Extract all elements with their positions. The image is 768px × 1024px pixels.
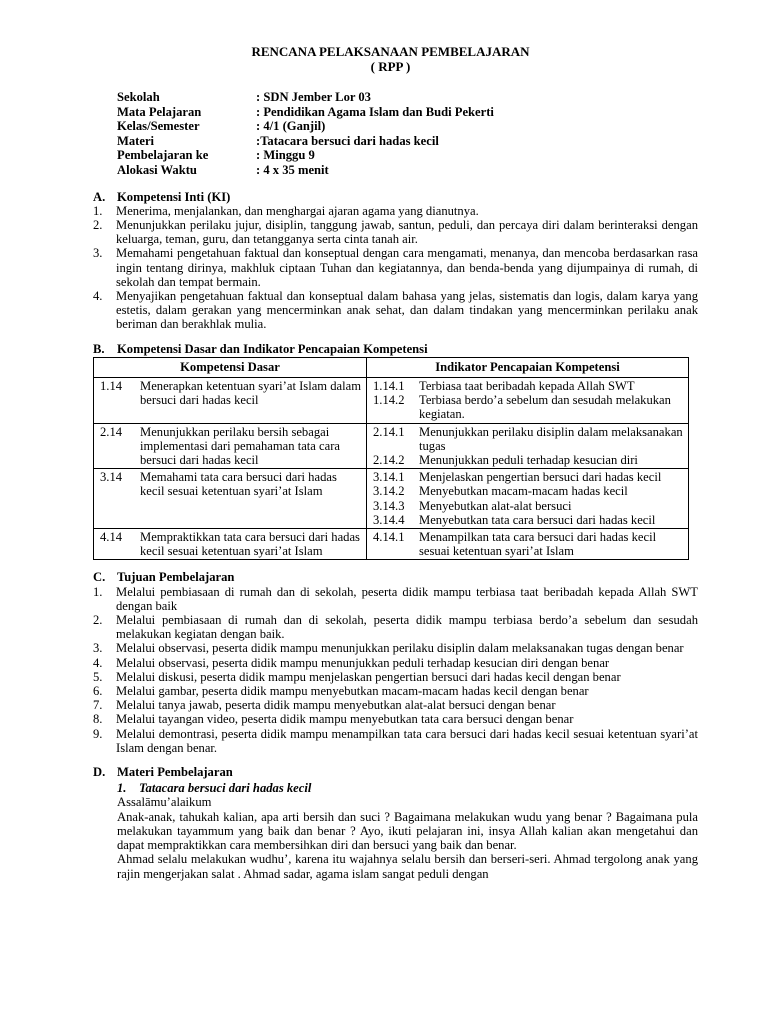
section-materi-pembelajaran [93,765,698,881]
identity-label: Materi [117,133,155,148]
identity-value: : 4/1 (Ganjil) [256,119,326,134]
indicator-code: 3.14.4 [373,512,405,527]
document-header [93,44,698,74]
list-number: 3. [93,641,103,656]
kd-entry [100,425,362,468]
identity-value: : Minggu 9 [256,148,315,163]
list-item [93,641,698,655]
kd-text: Memahami tata cara bersuci dari hadas kecil sesuai ketentuan syari’at Islam [140,470,337,499]
indicator-entry [373,393,684,421]
list-number: 1. [93,203,103,218]
indicator-text: Menunjukkan perilaku disiplin dalam melaksanakan tugas [419,424,683,453]
kd-cell [94,469,367,529]
list-number: 4. [93,288,103,303]
indicator-text: Menyebutkan macam-macam hadas kecil [419,484,628,499]
ki-list [93,204,698,332]
objective-list [93,585,698,755]
identity-label: Sekolah [117,90,160,104]
indicator-code: 3.14.2 [373,484,405,499]
kd-text: Menunjukkan perilaku bersih sebagai implementasi dari pemahaman tata cara bersuci dari hadas kecil [140,424,341,468]
indicator-entry [373,499,684,513]
kd-code: 1.14 [100,379,123,393]
list-number: 2. [93,613,103,628]
section-heading: B. Kompetensi Dasar dan Indikator Pencapaian Kompetensi [93,341,428,356]
list-item [93,218,698,246]
list-text: Melalui gambar, peserta didik mampu menyebutkan macam-macam hadas kecil dengan benar [116,684,589,699]
list-item [93,727,698,755]
table-row [94,378,689,424]
kd-cell [94,378,367,424]
identity-value: : Pendidikan Agama Islam dan Budi Pekerti [256,104,494,119]
table-row [94,469,689,529]
list-text: Melalui tanya jawab, peserta didik mampu menyebutkan alat-alat bersuci dengan benar [116,698,556,713]
kd-text: Menerapkan ketentuan syari’at Islam dalam bersuci dari hadas kecil [140,379,361,408]
kd-code: 4.14 [100,530,123,545]
list-number: 5. [93,669,103,684]
indicator-entry [373,513,684,527]
indicator-entry [373,530,684,558]
identity-row [117,119,494,134]
indicator-entry [373,453,684,467]
list-item [93,712,698,726]
document-title: RENCANA PELAKSANAAN PEMBELAJARAN [251,44,530,59]
column-header: Kompetensi Dasar [94,357,367,377]
kd-text: Mempraktikkan tata cara bersuci dari hadas kecil sesuai ketentuan syari’at Islam [140,530,360,559]
list-text: Melalui pembiasaan di rumah dan di sekolah, peserta didik mampu terbiasa berdo’a sebelum dan sesudah melakukan kegiatan dengan baik. [116,613,698,642]
kd-entry [100,470,362,498]
identity-row [117,105,494,120]
indicator-code: 3.14.3 [373,498,405,513]
indicator-code: 4.14.1 [373,530,405,545]
list-item [93,246,698,289]
list-number: 4. [93,655,103,670]
indicator-cell [367,529,689,560]
list-number: 6. [93,684,103,699]
list-number: 9. [93,726,103,741]
kd-entry [100,530,362,558]
material-subheading: 1. Tatacara bersuci dari hadas kecil [117,781,312,796]
kd-cell [94,423,367,469]
list-number: 7. [93,698,103,713]
identity-label: Pembelajaran ke [117,148,209,163]
indicator-entry [373,425,684,453]
list-text: Melalui pembiasaan di rumah dan di sekolah, peserta didik mampu terbiasa taat beribadah kepada Allah SWT dengan baik [116,584,698,613]
identity-label: Alokasi Waktu [117,162,197,177]
list-number: 8. [93,712,103,727]
list-item [93,684,698,698]
indicator-cell [367,469,689,529]
list-item [93,613,698,641]
material-paragraph: Anak-anak, tahukah kalian, apa arti bersih dan suci ? Bagaimana melakukan wudu yang benar ? Bagaimana pula melakukan tayammum yang baik dan benar ? Ayo, ikuti pelajaran ini, insya Allah kalian akan mengetahui dan dapat mempraktikkan cara membersihkan diri dan bersuci yang baik dan benar. [117,809,698,853]
identity-row [117,134,494,149]
indicator-entry [373,484,684,498]
list-number: 1. [93,584,103,599]
document-subtitle: ( RPP ) [370,59,411,74]
kd-indicator-table [93,357,689,561]
list-item [93,656,698,670]
list-item [93,585,698,613]
list-item [93,698,698,712]
material-paragraph: Assalāmu’alaikum [117,795,212,810]
list-number: 2. [93,217,103,232]
list-text: Melalui observasi, peserta didik mampu menunjukkan perilaku disiplin dalam melaksanakan tugas dengan benar [116,641,684,656]
kd-code: 2.14 [100,424,123,439]
indicator-text: Menyebutkan tata cara bersuci dari hadas kecil [419,512,656,527]
list-text: Melalui diskusi, peserta didik mampu menjelaskan pengertian bersuci dari hadas kecil dengan benar [116,669,621,684]
list-item [93,204,698,218]
list-item [93,670,698,684]
indicator-code: 3.14.1 [373,470,405,485]
list-text: Melalui demontrasi, peserta didik mampu menampilkan tata cara bersuci dari hadas kecil sesuai ketentuan syari’at Islam dengan benar. [116,726,698,755]
section-heading: C. Tujuan Pembelajaran [93,570,235,585]
list-text: Menerima, menjalankan, dan menghargai ajaran agama yang dianutnya. [116,203,479,218]
identity-value: :Tatacara bersuci dari hadas kecil [256,133,439,148]
indicator-cell [367,378,689,424]
kd-entry [100,379,362,407]
indicator-text: Menjelaskan pengertian bersuci dari hadas kecil [419,470,662,485]
list-text: Menyajikan pengetahuan faktual dan konseptual dalam bahasa yang jelas, sistematis dan logis, dalam karya yang estetis, dalam gerakan yang mencerminkan anak sehat, dan dalam tindakan yang mencerminkan perilaku anak beriman dan berakhlak mulia. [116,288,698,332]
indicator-text: Terbiasa taat beribadah kepada Allah SWT [419,379,635,393]
identity-value: : 4 x 35 menit [256,162,329,177]
table-row [94,423,689,469]
indicator-text: Menampilkan tata cara bersuci dari hadas kecil sesuai ketentuan syari’at Islam [419,530,657,559]
indicator-code: 2.14.2 [373,453,405,468]
list-text: Menunjukkan perilaku jujur, disiplin, tanggung jawab, santun, peduli, dan percaya diri dalam berinteraksi dengan keluarga, teman, guru, dan tetangganya serta cinta tanah air. [116,217,698,247]
identity-label: Kelas/Semester [117,119,200,134]
indicator-code: 1.14.2 [373,393,405,408]
section-kompetensi-dasar [93,342,698,561]
material-paragraph: Ahmad selalu melakukan wudhu’, karena itu wajahnya selalu bersih dan berseri-seri. Ahmad tergolong anak yang rajin mengerjakan salat . Ahmad sadar, agama islam sangat peduli dengan [117,852,698,881]
identity-table [117,90,494,178]
section-heading: D. Materi Pembelajaran [93,765,233,780]
indicator-entry [373,470,684,484]
section-kompetensi-inti [93,190,698,332]
indicator-code: 2.14.1 [373,424,405,439]
section-heading: A. Kompetensi Inti (KI) [93,189,231,204]
indicator-text: Terbiasa berdo’a sebelum dan sesudah melakukan kegiatan. [419,393,671,422]
column-header: Indikator Pencapaian Kompetensi [367,357,689,377]
indicator-cell [367,423,689,469]
list-text: Memahami pengetahuan faktual dan konseptual dengan cara mengamati, menanya, dan mencoba berdasarkan rasa ingin tentang dirinya, makhluk ciptaan Tuhan dan kegiatannya, dan benda-benda yang dijumpainya di rumah, di sekolah dan tempat bermain. [116,246,698,289]
identity-value: : SDN Jember Lor 03 [256,90,371,104]
table-row [94,529,689,560]
section-tujuan-pembelajaran [93,570,698,755]
identity-label: Mata Pelajaran [117,104,202,119]
list-number: 3. [93,246,103,261]
kd-code: 3.14 [100,470,123,485]
indicator-entry [373,379,684,393]
list-item [93,289,698,332]
identity-row [117,163,494,178]
indicator-text: Menunjukkan peduli terhadap kesucian diri [419,453,638,468]
identity-row [117,90,494,105]
identity-row [117,148,494,163]
indicator-text: Menyebutkan alat-alat bersuci [419,498,572,513]
list-text: Melalui tayangan video, peserta didik mampu menyebutkan tata cara bersuci dengan benar [116,712,574,727]
kd-cell [94,529,367,560]
indicator-code: 1.14.1 [373,379,405,393]
list-text: Melalui observasi, peserta didik mampu menunjukkan peduli terhadap kesucian diri dengan benar [116,655,610,670]
